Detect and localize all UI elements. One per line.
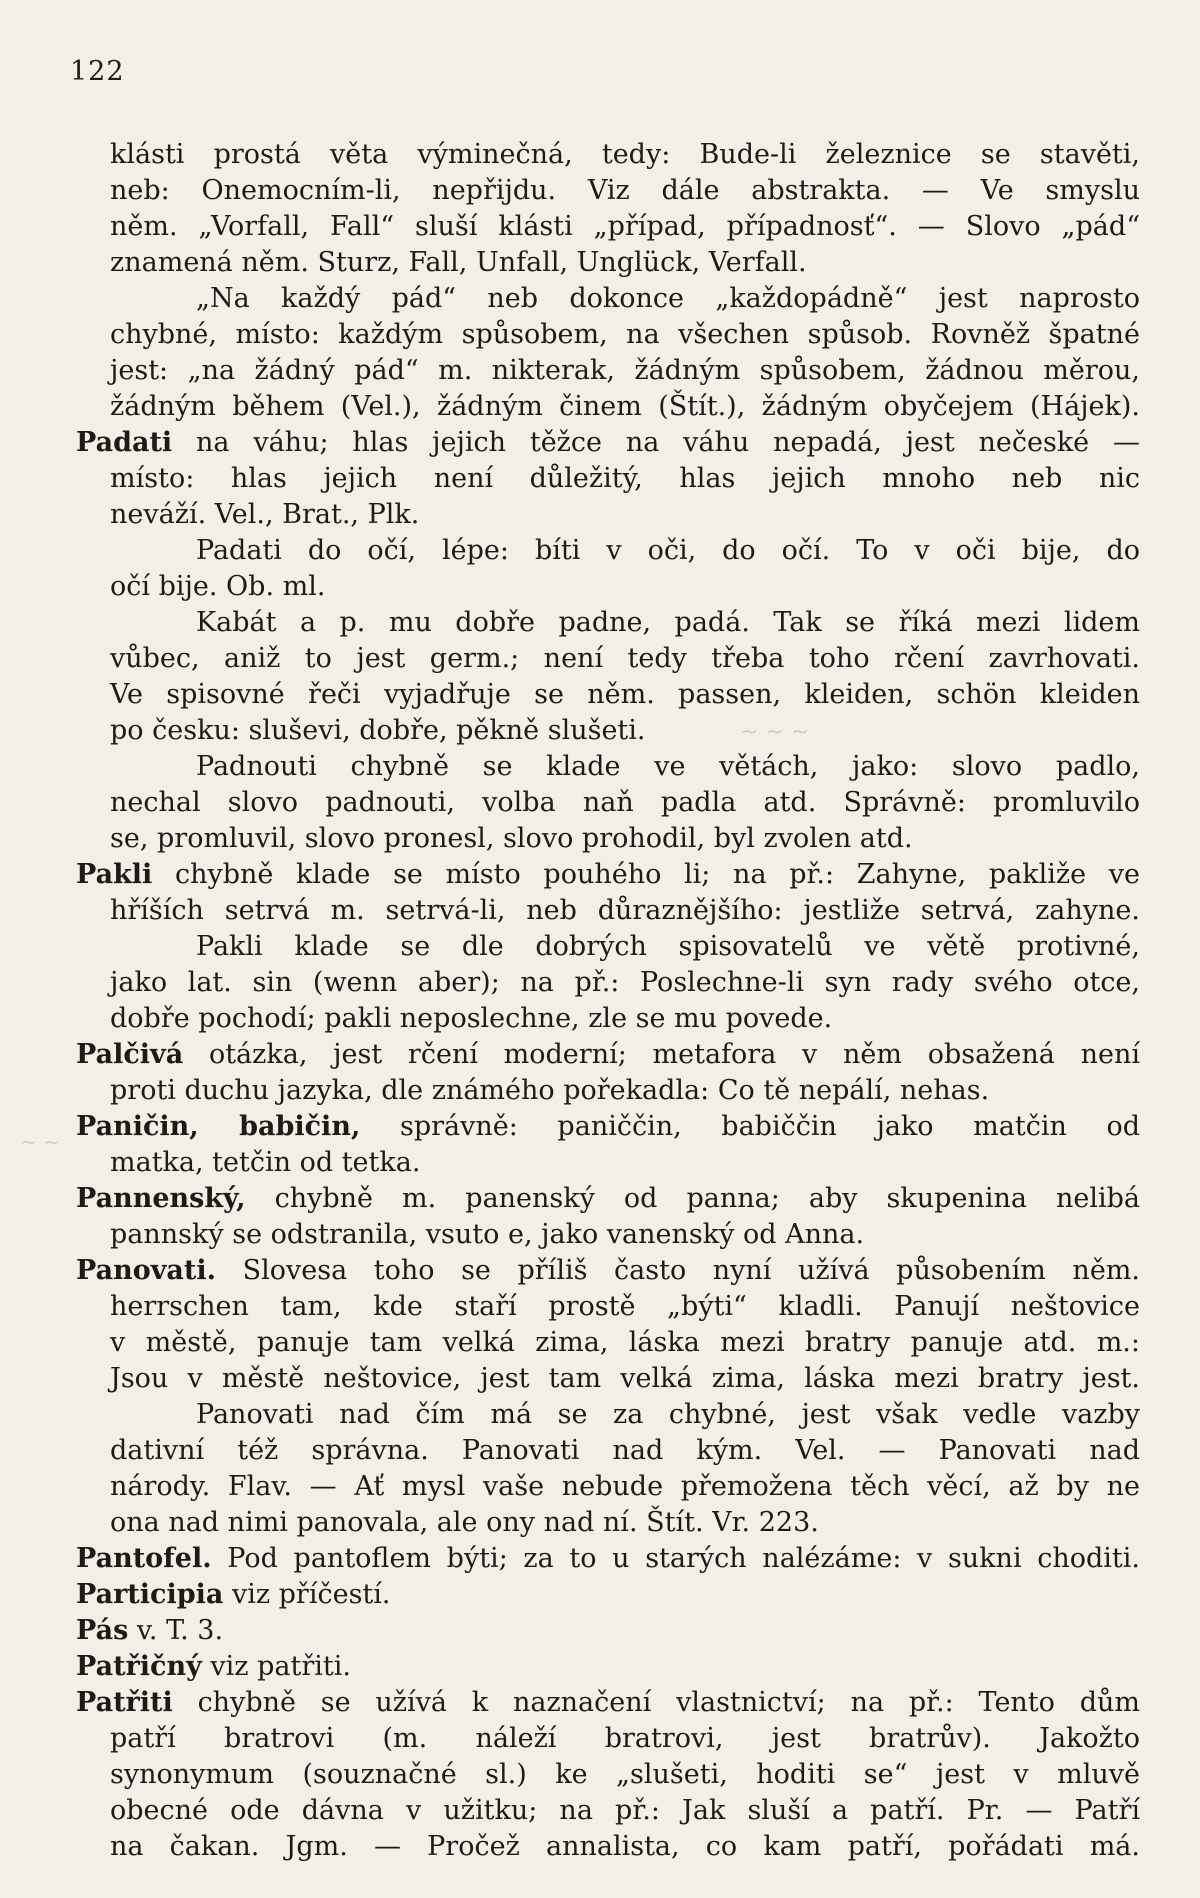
text-line: jest: „na žádný pád“ m. nikterak, žádným spůsobem, žádnou měrou, (110, 355, 1140, 386)
text-line: neváží. Vel., Brat., Plk. (110, 499, 420, 530)
text-line: se, promluvil, slovo pronesl, slovo prohodil, byl zvolen atd. (110, 823, 913, 854)
entry-headword: Palčivá (76, 1039, 184, 1070)
text-line: na čakan. Jgm. — Pročež annalista, co kam patří, pořádati má. (110, 1831, 1140, 1862)
entry-line: Padati na váhu; hlas jejich těžce na váhu nepadá, jest nečeské — (76, 427, 1140, 458)
text-line: vůbec, aniž to jest germ.; není tedy třeba toho rčení zavrhovati. (110, 643, 1140, 674)
entry-headword: Patřiti (76, 1687, 173, 1718)
entry-line: Participia viz příčestí. (76, 1579, 391, 1610)
text-line: neb: Onemocním-li, nepřijdu. Viz dále abstrakta. — Ve smyslu (110, 175, 1140, 206)
entry-headword: Pakli (76, 859, 153, 890)
text-line: Ve spisovné řeči vyjadřuje se něm. passen, kleiden, schön kleiden (110, 679, 1140, 710)
text-line: dativní též správna. Panovati nad kým. Vel. — Panovati nad (110, 1435, 1140, 1466)
text-line: ona nad nimi panovala, ale ony nad ní. Štít. Vr. 223. (110, 1507, 819, 1538)
text-line: Padnouti chybně se klade ve větách, jako: slovo padlo, (196, 751, 1140, 782)
handwritten-mark: ~ ~ (20, 1130, 60, 1154)
text-line: očí bije. Ob. ml. (110, 571, 326, 602)
entry-line: Panovati. Slovesa toho se příliš často nyní užívá působením něm. (76, 1255, 1140, 1286)
entry-line: Pantofel. Pod pantoflem býti; za to u starých nalézáme: v sukni choditi. (76, 1543, 1140, 1574)
text-line: něm. „Vorfall, Fall“ sluší klásti „případ, případnosť“. — Slovo „pád“ (110, 211, 1140, 242)
entry-headword: Pannenský, (76, 1183, 246, 1214)
text-line: Panovati nad čím má se za chybné, jest však vedle vazby (196, 1399, 1140, 1430)
entry-line: Pakli chybně klade se místo pouhého li; na př.: Zahyne, pakliže ve (76, 859, 1140, 890)
text-line: národy. Flav. — Ať mysl vaše nebude přemožena těch věcí, až by ne (110, 1471, 1140, 1502)
handwritten-mark: ~ ~ ~ (740, 720, 810, 745)
text-line: místo: hlas jejich není důležitý, hlas jejich mnoho neb nic (110, 463, 1140, 494)
entry-headword: Paničin, babičin, (76, 1111, 361, 1142)
text-line: pannský se odstranila, vsuto e, jako vanenský od Anna. (110, 1219, 865, 1250)
text-line: obecné ode dávna v užitku; na př.: Jak sluší a patří. Pr. — Patří (110, 1795, 1140, 1826)
text-line: chybné, místo: každým spůsobem, na všechen spůsob. Rovněž špatné (110, 319, 1140, 350)
entry-headword: Panovati. (76, 1255, 217, 1286)
entry-headword: Patřičný (76, 1651, 202, 1682)
text-line: po česku: sluševi, dobře, pěkně slušeti. (110, 715, 646, 746)
entry-headword: Pantofel. (76, 1543, 212, 1574)
text-line: synonymum (souznačné sl.) ke „slušeti, hoditi se“ jest v mluvě (110, 1759, 1140, 1790)
entry-headword: Padati (76, 427, 173, 458)
text-line: patří bratrovi (m. náleží bratrovi, jest bratrův). Jakožto (110, 1723, 1140, 1754)
text-line: herrschen tam, kde staří prostě „býti“ kladli. Panují neštovice (110, 1291, 1140, 1322)
text-line: proti duchu jazyka, dle známého pořekadla: Co tě nepálí, nehas. (110, 1075, 990, 1106)
text-line: Jsou v městě neštovice, jest tam velká zima, láska mezi bratry jest. (110, 1363, 1140, 1394)
text-line: jako lat. sin (wenn aber); na př.: Poslechne-li syn rady svého otce, (110, 967, 1140, 998)
text-line: žádným během (Vel.), žádným činem (Štít.), žádným obyčejem (Hájek). (110, 391, 1140, 422)
entry-line: Patřiti chybně se užívá k naznačení vlastnictví; na př.: Tento dům (76, 1687, 1140, 1718)
entry-line: Pannenský, chybně m. panenský od panna; aby skupenina nelibá (76, 1183, 1140, 1214)
entry-line: Pás v. T. 3. (76, 1615, 224, 1646)
text-line: „Na každý pád“ neb dokonce „každopádně“ jest naprosto (196, 283, 1140, 314)
entry-headword: Participia (76, 1579, 224, 1610)
text-line: v městě, panuje tam velká zima, láska mezi bratry panuje atd. m.: (110, 1327, 1140, 1358)
text-line: Pakli klade se dle dobrých spisovatelů ve větě protivné, (196, 931, 1140, 962)
text-line: znamená něm. Sturz, Fall, Unfall, Unglück, Verfall. (110, 247, 807, 278)
text-line: Padati do očí, lépe: bíti v oči, do očí. To v oči bije, do (196, 535, 1140, 566)
text-line: matka, tetčin od tetka. (110, 1147, 421, 1178)
entry-line: Patřičný viz patřiti. (76, 1651, 351, 1682)
text-line: Kabát a p. mu dobře padne, padá. Tak se říká mezi lidem (196, 607, 1140, 638)
text-line: dobře pochodí; pakli neposlechne, zle se mu povede. (110, 1003, 833, 1034)
entry-headword: Pás (76, 1615, 129, 1646)
entry-line: Palčivá otázka, jest rčení moderní; metafora v něm obsažená není (76, 1039, 1140, 1070)
text-line: nechal slovo padnouti, volba naň padla atd. Správně: promluvilo (110, 787, 1140, 818)
text-line: klásti prostá věta výminečná, tedy: Bude-li železnice se stavěti, (110, 139, 1140, 170)
text-line: hříších setrvá m. setrvá-li, neb důraznějšího: jestliže setrvá, zahyne. (110, 895, 1140, 926)
entry-line: Paničin, babičin, správně: paniččin, babiččin jako matčin od (76, 1111, 1140, 1142)
page-number: 122 (70, 56, 125, 87)
